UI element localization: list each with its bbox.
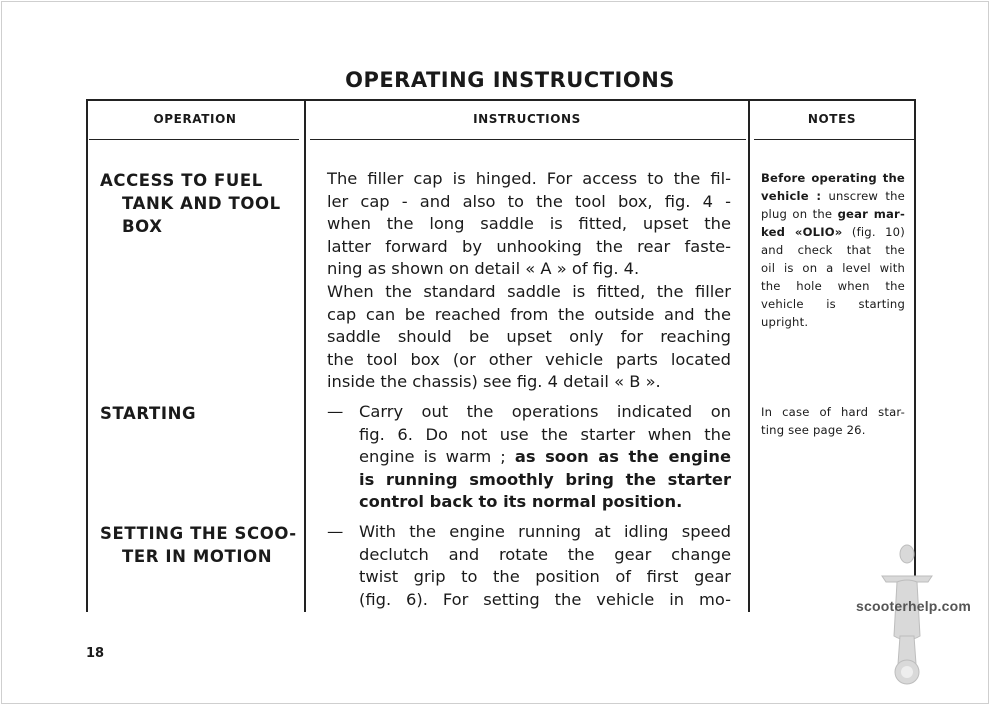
table-left-rule xyxy=(86,99,88,612)
column-header-notes: NOTES xyxy=(807,112,857,126)
instruction-line: The filler cap is hinged. For access to the fil- xyxy=(327,169,731,188)
instructions-starting xyxy=(327,401,731,514)
dash-bullet: — xyxy=(327,522,344,541)
note-line: Before operating the xyxy=(761,171,905,185)
operation-line: TER IN MOTION xyxy=(122,547,273,566)
operation-line: BOX xyxy=(122,217,163,236)
operation-setting-in-motion xyxy=(100,522,297,568)
note-text: plug on the xyxy=(761,207,838,221)
column-header-instructions: INSTRUCTIONS xyxy=(473,112,581,126)
note-before-operating xyxy=(761,169,905,331)
note-line: ting see page 26. xyxy=(761,423,866,437)
page-number: 18 xyxy=(86,646,105,661)
instruction-line: Carry out the operations indicated on xyxy=(359,402,731,421)
instruction-line xyxy=(359,446,731,469)
instruction-line: ler cap - and also to the tool box, fig. 4 - xyxy=(327,191,731,211)
instruction-line: cap can be reached from the outside and the xyxy=(327,304,731,324)
column-header-operation: OPERATION xyxy=(153,112,237,126)
table-right-rule xyxy=(914,99,916,612)
instruction-line: when the long saddle is fitted, upset the xyxy=(327,214,731,234)
column-divider-2 xyxy=(748,99,750,612)
note-bold-text: ked «OLIO» xyxy=(761,225,843,239)
operation-access-fuel-tank xyxy=(100,169,281,238)
operation-line: SETTING THE SCOO- xyxy=(100,524,297,543)
note-text: (fig. 10) xyxy=(842,225,905,239)
instruction-line: latter forward by unhooking the rear faste- xyxy=(327,236,731,256)
note-text: unscrew the xyxy=(821,189,905,203)
operation-starting xyxy=(100,402,196,425)
instruction-plain-text: engine is warm ; xyxy=(359,447,515,467)
header-underline-notes xyxy=(754,139,914,140)
instruction-line: saddle should be upset only for reaching xyxy=(327,327,731,347)
note-line: and check that the xyxy=(761,243,905,257)
instructions-setting-in-motion xyxy=(327,521,731,611)
operation-line: STARTING xyxy=(100,404,197,423)
note-line: In case of hard star- xyxy=(761,405,905,419)
instruction-line: control back to its normal position. xyxy=(359,492,683,512)
note-line: upright. xyxy=(761,315,809,329)
instruction-line: (fig. 6). For setting the vehicle in mo- xyxy=(359,589,731,609)
note-line xyxy=(761,205,905,223)
operation-line: TANK AND TOOL xyxy=(122,194,281,213)
note-bold-text: vehicle : xyxy=(761,189,822,203)
note-line: vehicle is starting xyxy=(761,297,905,311)
instruction-line: declutch and rotate the gear change xyxy=(359,544,731,564)
instruction-line: With the engine running at idling speed xyxy=(359,522,731,541)
instruction-line: is running smoothly bring the starter xyxy=(359,469,731,489)
note-line xyxy=(761,223,905,241)
note-line xyxy=(761,187,905,205)
instruction-line: the tool box (or other vehicle parts located xyxy=(327,349,731,369)
column-divider-1 xyxy=(304,99,306,612)
table-top-rule xyxy=(86,99,916,101)
page-title: OPERATING INSTRUCTIONS xyxy=(345,68,675,92)
header-underline-instructions xyxy=(310,139,746,140)
note-bold-text: gear mar- xyxy=(837,207,905,221)
operation-line: ACCESS TO FUEL xyxy=(100,171,263,190)
instruction-line: twist grip to the position of first gear xyxy=(359,567,731,587)
instruction-body xyxy=(359,521,731,611)
instruction-line: fig. 6. Do not use the starter when the xyxy=(359,424,731,444)
instruction-body xyxy=(359,401,731,514)
note-hard-starting xyxy=(761,403,905,439)
note-line: oil is on a level with xyxy=(761,261,905,275)
header-underline-operation xyxy=(89,139,299,140)
watermark-text: scooterhelp.com xyxy=(856,598,972,614)
instruction-line: When the standard saddle is fitted, the filler xyxy=(327,281,731,301)
note-line: the hole when the xyxy=(761,279,905,293)
dash-bullet: — xyxy=(327,402,344,421)
instructions-access-fuel-tank xyxy=(327,168,731,394)
instruction-bold-text: as soon as the engine xyxy=(514,447,731,467)
instruction-line: inside the chassis) see fig. 4 detail « B ». xyxy=(327,372,661,392)
instruction-line: ning as shown on detail « A » of fig. 4. xyxy=(327,259,640,279)
